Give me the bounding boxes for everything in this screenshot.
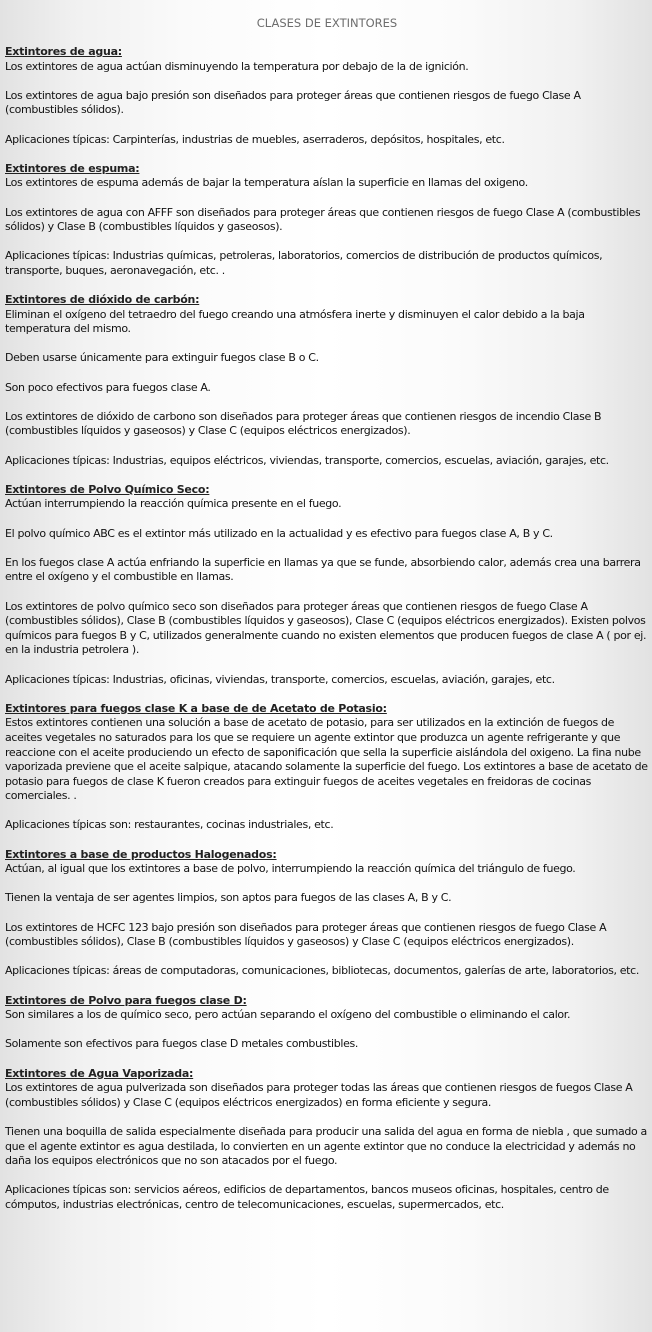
paragraph: Aplicaciones típicas son: servicios aéreos, edificios de departamentos, bancos museos oficinas, hospitales, centro de cómputos, industrias electrónicas, centro de telecomunicaciones, escuelas, supermercados, etc. (5, 1183, 609, 1211)
section-heading: Extintores a base de productos Halogenados: (5, 847, 277, 861)
paragraph: Aplicaciones típicas: Industrias, equipos eléctricos, viviendas, transporte, comercios, escuelas, aviación, garajes, etc. (5, 453, 609, 467)
paragraph: Son poco efectivos para fuegos clase A. (5, 380, 211, 394)
paragraph: Deben usarse únicamente para extinguir fuegos clase B o C. (5, 351, 319, 365)
section-heading: Extintores de Polvo para fuegos clase D: (5, 993, 247, 1007)
paragraph: Los extintores de agua con AFFF son diseñados para proteger áreas que contienen riesgos de fuego Clase A (combustibles sólidos) y Clase B (combustibles líquidos y gaseosos). (5, 205, 641, 234)
paragraph: Los extintores de HCFC 123 bajo presión son diseñados para proteger áreas que contienen riesgos de fuego Clase A (combustibles sólidos), Clase B (combustibles líquidos y gaseosos) y Clase C (equipos eléctricos energizados). (5, 920, 607, 949)
section-heading: Extintores de dióxido de carbón: (5, 293, 200, 307)
paragraph: El polvo químico ABC es el extintor más utilizado en la actualidad y es efectivo para fuegos clase A, B y C. (5, 526, 553, 540)
paragraph: Tienen la ventaja de ser agentes limpios, son aptos para fuegos de las clases A, B y C. (5, 891, 452, 905)
paragraph: Aplicaciones típicas: Carpinterías, industrias de muebles, aserraderos, depósitos, hospitales, etc. (5, 132, 505, 146)
paragraph: Aplicaciones típicas: Industrias químicas, petroleras, laboratorios, comercios de distribución de productos químicos, transporte, buques, aeronavegación, etc. . (5, 249, 603, 277)
paragraph: En los fuegos clase A actúa enfriando la superficie en llamas ya que se funde, absorbiendo calor, además crea una barrera entre el oxígeno y el combustible en llamas. (5, 555, 641, 584)
paragraph: Los extintores de agua actúan disminuyendo la temperatura por debajo de la de ignición. (5, 59, 469, 73)
section-polvo-quimico-seco (5, 483, 649, 687)
section-heading: Extintores de agua: (5, 45, 122, 58)
section-agua-vaporizada (5, 1067, 649, 1213)
section-heading: Extintores para fuegos clase K a base de de Acetato de Potasio: (5, 701, 387, 715)
section-heading: Extintores de Agua Vaporizada: (5, 1066, 194, 1080)
paragraph: Tienen una boquilla de salida especialmente diseñada para producir una salida del agua en forma de niebla , que sumado a que el agente extintor es agua destilada, lo convierten en un agente extintor que no conduce la electricidad y además no daña los equipos electrónicos que no son atacados por el fuego. (5, 1124, 647, 1168)
paragraph: Solamente son efectivos para fuegos clase D metales combustibles. (5, 1037, 359, 1051)
section-heading: Extintores de espuma: (5, 161, 140, 175)
paragraph: Aplicaciones típicas son: restaurantes, cocinas industriales, etc. (5, 818, 334, 832)
paragraph: Aplicaciones típicas: Industrias, oficinas, viviendas, transporte, comercios, escuelas, aviación, garajes, etc. (5, 672, 555, 686)
paragraph: Actúan interrumpiendo la reacción química presente en el fuego. (5, 497, 342, 511)
paragraph: Los extintores de dióxido de carbono son diseñados para proteger áreas que contienen riesgos de incendio Clase B (combustibles líquidos y gaseosos) y Clase C (equipos eléctricos energizados). (5, 409, 602, 438)
paragraph: Aplicaciones típicas: áreas de computadoras, comunicaciones, bibliotecas, documentos, galerías de arte, laboratorios, etc. (5, 964, 639, 978)
section-dioxido-carbon (5, 293, 649, 468)
section-agua (5, 45, 649, 147)
section-heading: Extintores de Polvo Químico Seco: (5, 482, 210, 496)
paragraph: Los extintores de agua bajo presión son diseñados para proteger áreas que contienen riesgos de fuego Clase A (combustibles sólidos). (5, 88, 581, 117)
section-espuma (5, 162, 649, 279)
section-clase-k (5, 702, 649, 833)
section-clase-d (5, 994, 649, 1052)
paragraph: Los extintores de agua pulverizada son diseñados para proteger todas las áreas que contienen riesgos de fuegos Clase A (combustibles sólidos) y Clase C (equipos eléctricos energizados) en forma eficiente y segura. (5, 1081, 633, 1109)
page-title: CLASES DE EXTINTORES (256, 16, 398, 30)
paragraph: Los extintores de polvo químico seco son diseñados para proteger áreas que contienen riesgos de fuego Clase A (combustibles sólidos), Clase B (combustibles líquidos y gaseosos), Clase C (equipos eléctricos energizados). Existen polvos químicos para fuegos B y C, utilizados generalmente cuando no existen elementos que producen fuegos de clase A ( por ej. en la industria petrolera ). (5, 599, 647, 657)
paragraph: Eliminan el oxígeno del tetraedro del fuego creando una atmósfera inerte y disminuyen el calor debido a la baja temperatura del mismo. (5, 307, 585, 336)
paragraph: Los extintores de espuma además de bajar la temperatura aíslan la superficie en llamas del oxigeno. (5, 176, 528, 190)
paragraph: Son similares a los de químico seco, pero actúan separando el oxígeno del combustible o eliminando el calor. (5, 1008, 571, 1022)
paragraph: Actúan, al igual que los extintores a base de polvo, interrumpiendo la reacción química del triángulo de fuego. (5, 862, 576, 876)
paragraph: Estos extintores contienen una solución a base de acetato de potasio, para ser utilizados en la extinción de fuegos de aceites vegetales no saturados para los que se requiere un agente extintor que produzca un agente refrigerante y que reaccione con el aceite produciendo un efecto de saponificación que sella la superficie aislándola del oxigeno. La fina nube vaporizada previene que el aceite salpique, atacando solamente la superficie del fuego. Los extintores a base de acetato de potasio para fuegos de clase K fueron creados para extinguir fuegos de aceites vegetales en freidoras de cocinas comerciales. . (5, 716, 648, 803)
section-halogenados (5, 848, 649, 979)
